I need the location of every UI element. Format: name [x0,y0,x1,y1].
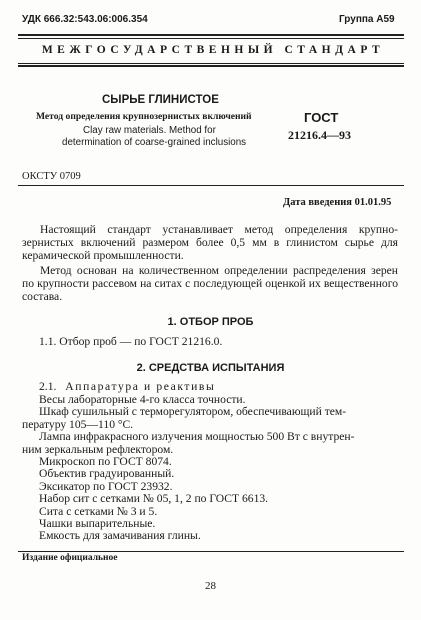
group-code: Группа А59 [339,14,395,25]
list-item: Лампа инфракрасного излучения мощностью 500 Вт с внутрен- [39,430,355,444]
intro-paragraph-1: Настоящий стандарт устанавливает метод определения крупно-зернистых включений размером более 0,5 мм в глинистом сырье для керамической промышленности. [22,223,398,262]
document-subtitle-en-line2: determination of coarse-grained inclusions [62,137,247,148]
header-rule-thick [18,34,404,36]
list-item: Шкаф сушильный с терморегулятором, обеспечивающий тем- [39,405,347,419]
list-item: Сита с сетками № 3 и 5. [39,504,158,518]
section-2-heading: 2. СРЕДСТВА ИСПЫТАНИЯ [136,362,285,374]
gost-label: ГОСТ [304,110,339,125]
section-1-text: 1.1. Отбор проб — по ГОСТ 21216.0. [39,335,223,348]
page-number: 28 [205,580,216,592]
list-item: Чашки выпарительные. [39,517,156,531]
gost-number: 21216.4—93 [288,128,351,142]
list-item: пературу 105—110 °С. [22,417,134,431]
list-item: Эксикатор по ГОСТ 23932. [39,479,173,493]
banner-rule-thick [18,65,404,67]
udk-code: УДК 666.32:543.06:006.354 [22,14,148,25]
banner-rule-thin [18,63,404,64]
document-title: СЫРЬЕ ГЛИНИСТОЕ [102,94,219,106]
list-item: Микроскоп по ГОСТ 8074. [39,455,172,469]
okstu-code: ОКСТУ 0709 [22,171,81,182]
subsection-2-1 [39,380,215,393]
footer-rule [18,551,404,552]
effective-date: Дата введения 01.01.95 [283,197,392,208]
subsection-title: Аппаратура и реактивы [65,380,216,393]
equipment-list [22,393,355,543]
list-item: Емкость для замачивания глины. [39,529,201,543]
document-subtitle-ru: Метод определения крупнозернистых включений [36,111,252,122]
interstate-standard-banner: МЕЖГОСУДАРСТВЕННЫЙ СТАНДАРТ [41,44,385,56]
list-item: ним зеркальным рефлектором. [22,442,174,456]
list-item: Набор сит с сетками № 05, 1, 2 по ГОСТ 6613. [39,492,269,506]
document-subtitle-en-line1: Clay raw materials. Method for [83,125,216,136]
header-rule-thin [18,38,404,39]
intro-paragraph-2: Метод основан на количественном определении распределения зерен по крупности рассевом на ситах с последующей оценкой их вещественного состава. [22,264,398,303]
okstu-rule [18,185,404,186]
section-1-heading: 1. ОТБОР ПРОБ [167,316,254,328]
official-edition: Издание официальное [22,553,118,563]
subsection-number: 2.1. [39,380,57,393]
list-item: Весы лабораторные 4-го класса точности. [39,393,246,406]
list-item: Объектив градуированный. [39,467,175,481]
